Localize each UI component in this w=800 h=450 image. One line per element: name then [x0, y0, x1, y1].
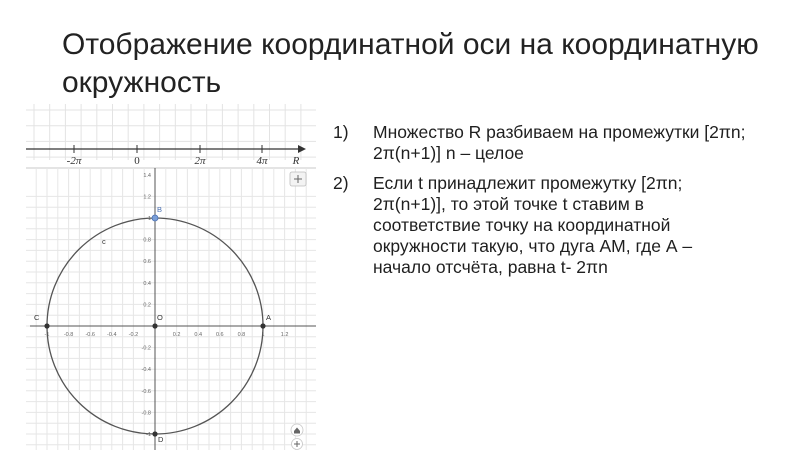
home-view-button[interactable] [291, 424, 303, 436]
x-tick-label: 0.6 [215, 332, 224, 338]
list-item [333, 122, 753, 164]
number-line-label-4pi: 4π [256, 155, 268, 167]
point-D-label: D [158, 435, 164, 444]
y-tick-label: -0.6 [141, 388, 151, 395]
x-tick-label: 0.8 [237, 332, 246, 338]
x-tick-label: -0.2 [128, 332, 139, 338]
x-tick-label: -0.8 [63, 332, 74, 338]
x-tick-label: 0.2 [172, 332, 181, 338]
point-C[interactable] [44, 323, 49, 328]
slide-title: Отображение координатной оси на координатную окружность [62, 28, 759, 99]
y-tick-label: 0.2 [143, 302, 151, 309]
point-O-label: O [157, 313, 163, 322]
geogebra-figure [26, 104, 316, 450]
list-item-number: 1) [333, 122, 349, 142]
circle-plot-panel [26, 168, 316, 450]
x-tick-label: -0.4 [107, 332, 117, 338]
point-B[interactable] [152, 215, 158, 221]
point-D[interactable] [152, 431, 157, 436]
x-tick-label: 1.2 [280, 332, 289, 338]
point-A-label: A [266, 313, 272, 322]
number-line-label-R: R [292, 155, 300, 167]
x-tick-label: 0.4 [194, 332, 203, 338]
y-tick-label: 0.8 [143, 237, 151, 244]
y-tick-label: 1 [147, 216, 151, 222]
list-item-text: Если t принадлежит промежутку [2πn; 2π(n+1)], то этой точке t ставим в соответствие точку на координатной окружности такую, что дуга АМ, где А – начало отсчёта, равна t- 2πn [373, 173, 693, 277]
y-tick-label: -0.2 [141, 345, 151, 352]
point-A[interactable] [260, 323, 265, 328]
number-line-label-minus-2pi: -2π [66, 155, 82, 167]
point-C-label: C [34, 313, 40, 322]
point-B-label: B [157, 205, 163, 214]
number-line-panel [26, 104, 316, 160]
y-tick-label: 1.4 [143, 172, 151, 179]
y-tick-label: 1.2 [143, 194, 151, 201]
numbered-list [333, 122, 753, 287]
zoom-button[interactable] [292, 439, 303, 450]
number-line-label-0: 0 [134, 155, 140, 167]
list-item-text: Множество R разбиваем на промежутки [2πn; 2π(n+1)] n – целое [373, 122, 746, 163]
point-O[interactable] [152, 323, 157, 328]
y-tick-label: -0.8 [141, 410, 151, 417]
list-item-number: 2) [333, 173, 349, 193]
y-tick-label: -0.4 [141, 367, 151, 374]
x-tick-label: -0.6 [85, 332, 95, 338]
style-bar-button[interactable] [290, 172, 306, 186]
y-tick-label: 0.6 [143, 259, 151, 266]
y-tick-label: 0.4 [143, 280, 151, 287]
number-line-label-2pi: 2π [194, 155, 206, 167]
coordinate-figure-svg [26, 104, 316, 450]
list-item [333, 173, 753, 278]
y-tick-label: -1 [146, 432, 151, 438]
x-tick-label: -1 [44, 332, 50, 338]
x-tick-label: 1 [261, 332, 265, 338]
circle-label-c: c [102, 237, 106, 246]
